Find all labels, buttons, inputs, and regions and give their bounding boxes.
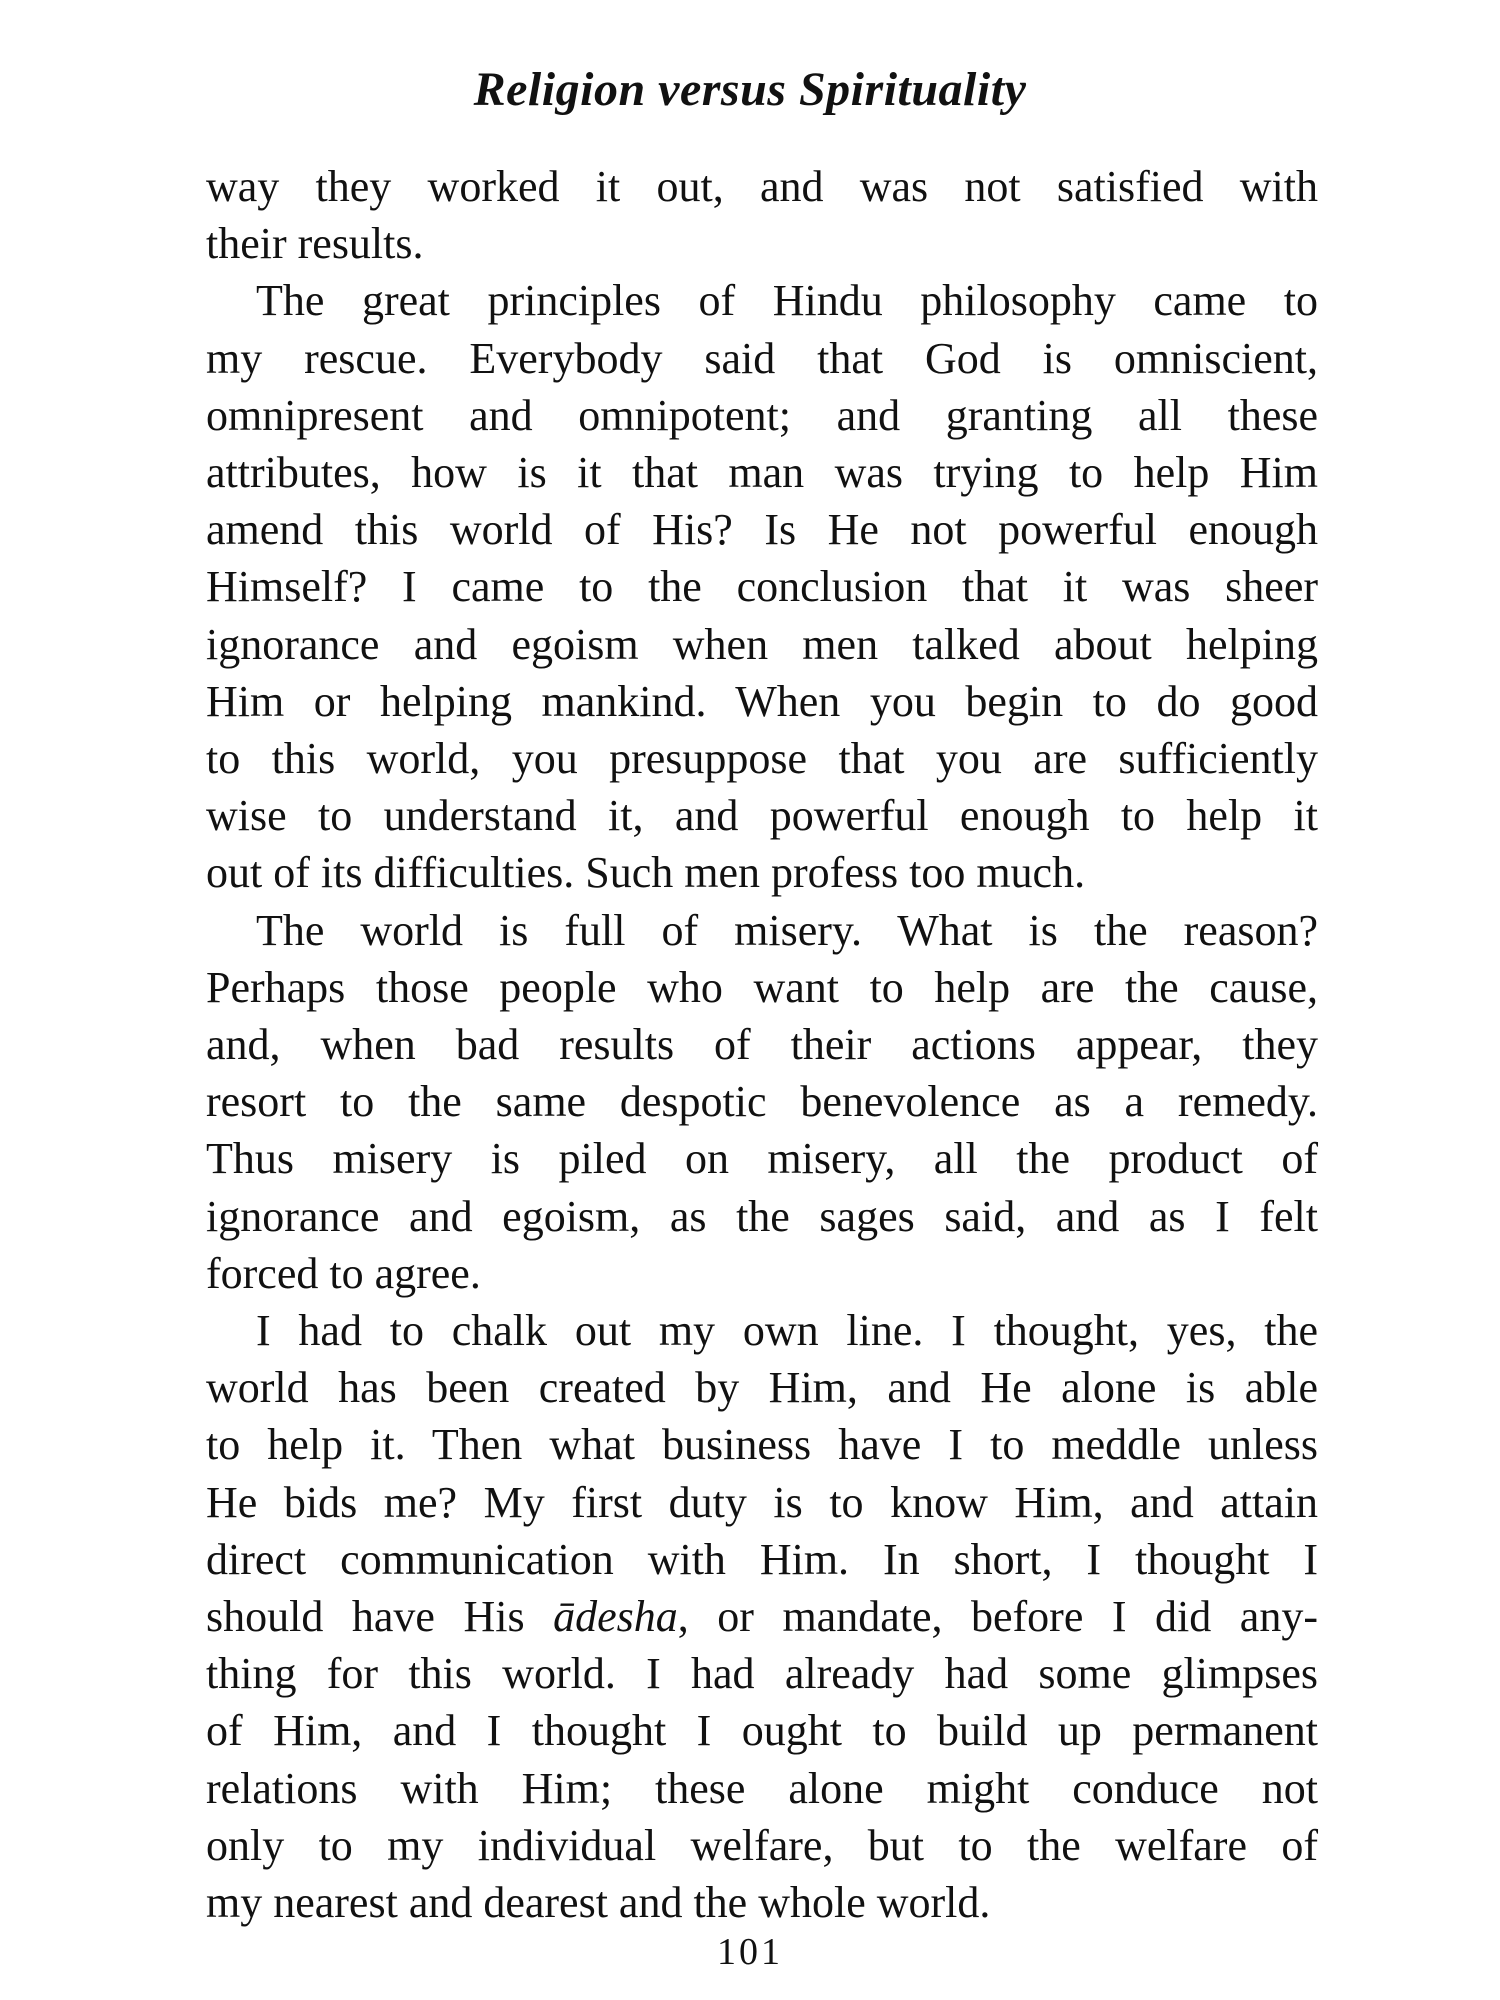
running-head: Religion versus Spirituality [473, 63, 1027, 116]
text-line: Thus misery is piled on misery, all the product of [206, 1134, 1318, 1184]
text-line: Himself? I came to the conclusion that it was sheer [206, 562, 1318, 612]
text-line: world has been created by Him, and He alone is able [206, 1363, 1318, 1413]
text-line: He bids me? My first duty is to know Him, and attain [206, 1477, 1318, 1527]
text-line: direct communication with Him. In short, I thought I [206, 1534, 1318, 1584]
text-line: to help it. Then what business have I to meddle unless [206, 1420, 1318, 1470]
text-line: Perhaps those people who want to help are the cause, [206, 962, 1318, 1012]
text-line: The great principles of Hindu philosophy came to [256, 276, 1318, 326]
text-line: to this world, you presuppose that you are sufficiently [206, 734, 1318, 784]
text-line: of Him, and I thought I ought to build up permanent [206, 1706, 1318, 1756]
paragraph-1 [206, 158, 1318, 272]
text-line: resort to the same despotic benevolence as a remedy. [206, 1077, 1318, 1127]
paragraph-4 [206, 1302, 1318, 1931]
text-line: forced to agree. [206, 1248, 481, 1298]
body-text [206, 158, 1318, 1931]
text-line: amend this world of His? Is He not powerful enough [206, 505, 1318, 555]
text-line: my nearest and dearest and the whole world. [206, 1878, 991, 1928]
text-line: wise to understand it, and powerful enough to help it [206, 791, 1318, 841]
text-line: ignorance and egoism, as the sages said, and as I felt [206, 1191, 1318, 1241]
text-line: omnipresent and omnipotent; and granting all these [206, 390, 1318, 440]
text-line: should have His ādesha, or mandate, before I did any- [206, 1592, 1318, 1642]
text-line: their results. [206, 219, 424, 269]
text-line: relations with Him; these alone might conduce not [206, 1763, 1318, 1813]
text-line: The world is full of misery. What is the reason? [256, 905, 1318, 955]
text-line: Him or helping mankind. When you begin to do good [206, 676, 1318, 726]
page-number: 101 [717, 1931, 783, 1973]
text-line: ignorance and egoism when men talked about helping [206, 619, 1318, 669]
text-line: attributes, how is it that man was trying to help Him [206, 448, 1318, 498]
text-line: thing for this world. I had already had some glimpses [206, 1649, 1318, 1699]
text-line: only to my individual welfare, but to the welfare of [206, 1820, 1318, 1870]
text-line: my rescue. Everybody said that God is omniscient, [206, 333, 1318, 383]
paragraph-2 [206, 272, 1318, 901]
text-line: way they worked it out, and was not satisfied with [206, 162, 1318, 211]
paragraph-3 [206, 902, 1318, 1302]
text-line: and, when bad results of their actions appear, they [206, 1020, 1318, 1070]
text-line: out of its difficulties. Such men profess too much. [206, 848, 1086, 898]
text-line: I had to chalk out my own line. I thought, yes, the [256, 1306, 1318, 1356]
